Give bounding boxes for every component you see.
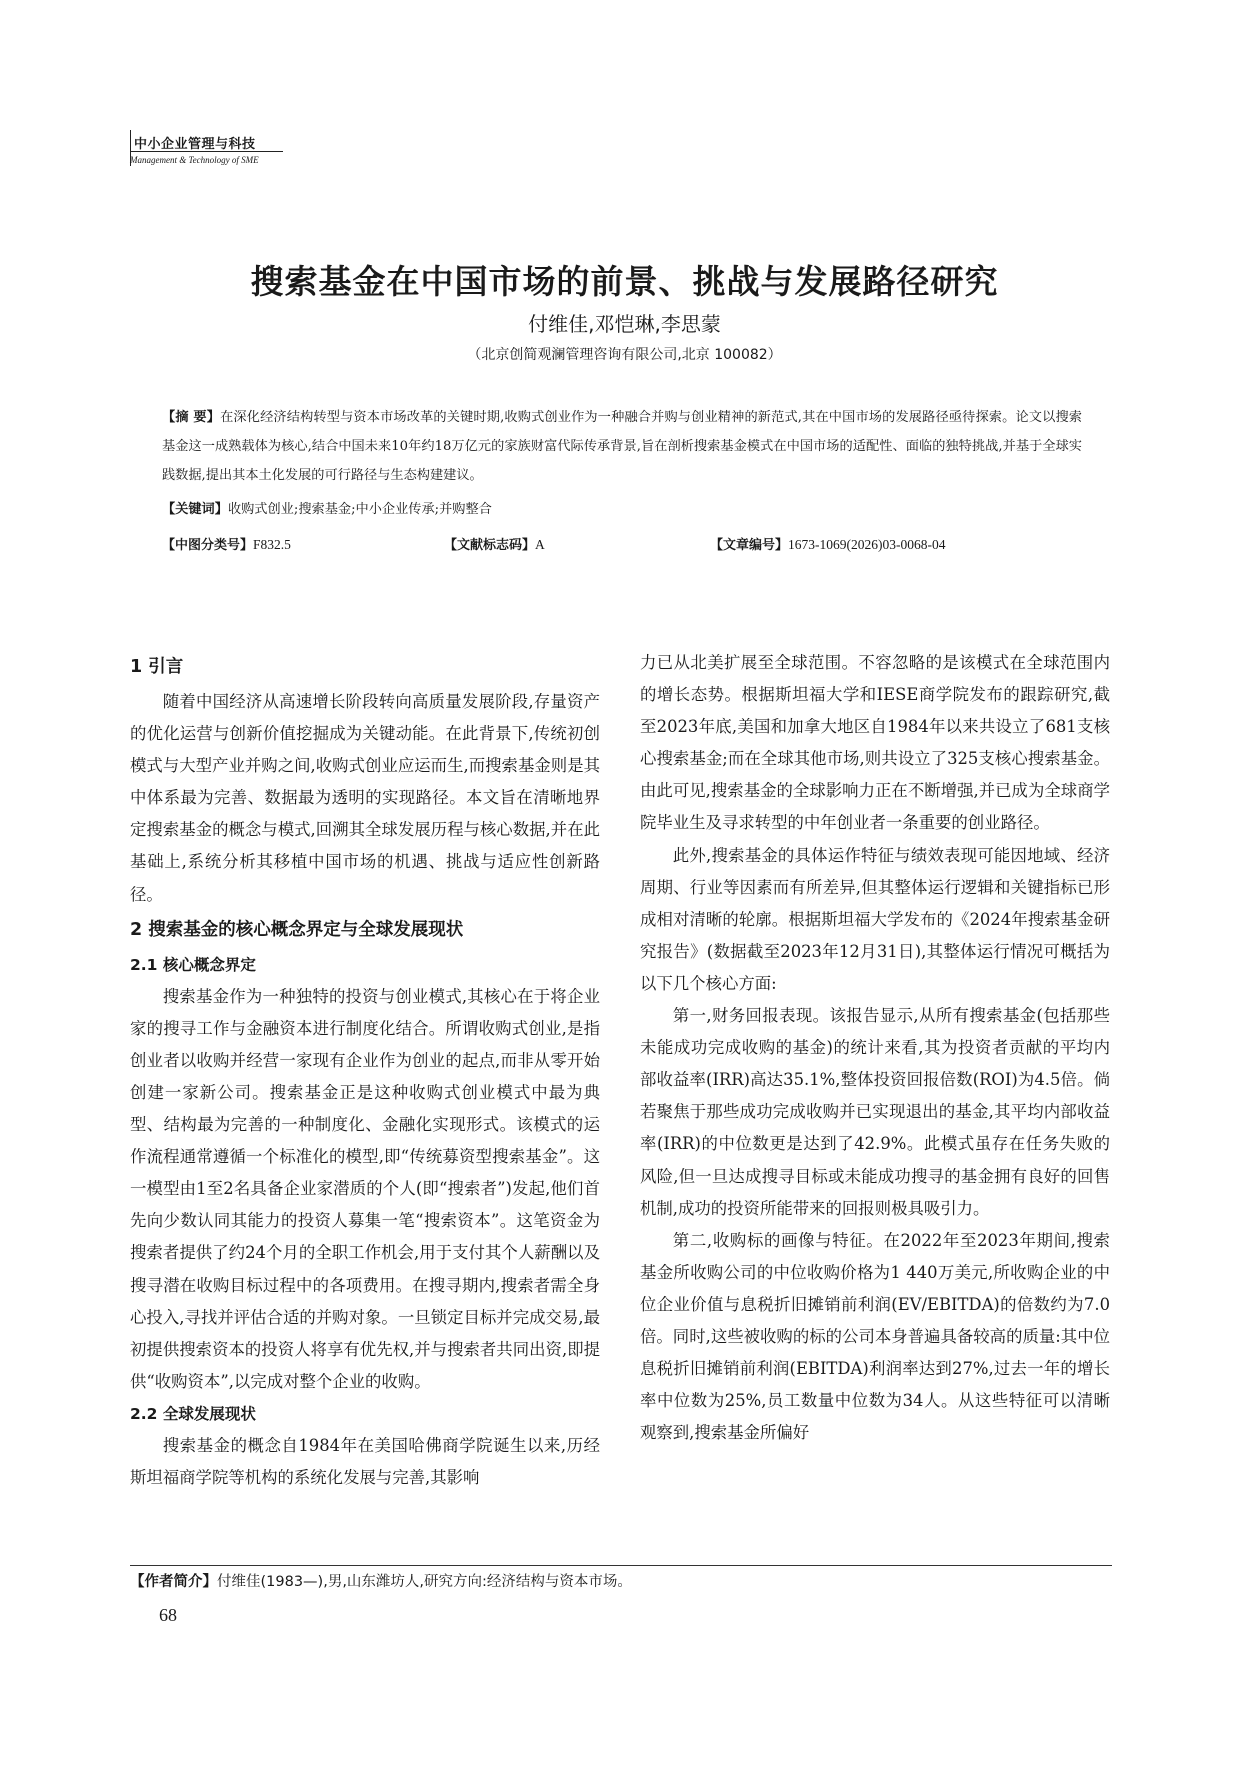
author-footnote (130, 1570, 632, 1591)
paper-authors: 付维佳,邓恺琳,李思蒙 (528, 312, 721, 336)
section-1-paragraph: 随着中国经济从高速增长阶段转向高质量发展阶段,存量资产的优化运营与创新价值挖掘成为关键动能。在此背景下,传统初创模式与大型产业并购之间,收购式创业应运而生,而搜索基金则是其中体系最为完善、数据最为透明的实现路径。本文旨在清晰地界定搜索基金的概念与模式,回溯其全球发展历程与核心数据,并在此基础上,系统分析其移植中国市场的机遇、挑战与适应性创新路径。 (130, 692, 600, 904)
abstract (162, 403, 1082, 490)
section-2-2-heading: 2.2 全球发展现状 (130, 1404, 256, 1423)
section-2-1-heading: 2.1 核心概念界定 (130, 955, 256, 974)
page-number: 68 (159, 1605, 177, 1625)
paper-affiliation: （北京创简观澜管理咨询有限公司,北京 100082） (467, 347, 782, 363)
abstract-text: 在深化经济结构转型与资本市场改革的关键时期,收购式创业作为一种融合并购与创业精神的新范式,其在中国市场的发展路径亟待探索。论文以搜索基金这一成熟载体为核心,结合中国未来10年约18万亿元的家族财富代际传承背景,旨在剖析搜索基金模式在中国市场的适配性、面临的独特挑战,并基于全球实践数据,提出其本土化发展的可行路径与生态构建建议。 (162, 410, 1082, 483)
abstract-label: 【摘 要】 (162, 410, 221, 425)
clc-number (162, 534, 291, 553)
article-label: 【文章编号】 (710, 538, 789, 553)
footnote-rule (130, 1565, 1112, 1566)
doc-value: A (535, 537, 545, 552)
doc-code (444, 534, 545, 553)
body-left-column (130, 648, 600, 1494)
section-2-1-paragraph: 搜索基金作为一种独特的投资与创业模式,其核心在于将企业家的搜寻工作与金融资本进行制度化结合。所谓收购式创业,是指创业者以收购并经营一家现有企业作为创业的起点,而非从零开始创建一家新公司。搜索基金正是这种收购式创业模式中最为典型、结构最为完善的一种制度化、金融化实现形式。该模式的运作流程通常遵循一个标准化的模型,即“传统募资型搜索基金”。这一模型由1至2名具备企业家潜质的个人(即“搜索者”)发起,他们首先向少数认同其能力的投资人募集一笔“搜索资本”。这笔资金为搜索者提供了约24个月的全职工作机会,用于支付其个人薪酬以及搜寻潜在收购目标过程中的各项费用。在搜寻期内,搜索者需全身心投入,寻找并评估合适的并购对象。一旦锁定目标并完成交易,最初提供搜索资本的投资人将享有优先权,并与搜索者共同出资,即提供“收购资本”,以完成对整个企业的收购。 (130, 986, 600, 1391)
article-value: 1673-1069(2026)03-0068-04 (788, 537, 946, 552)
report-intro-paragraph: 此外,搜索基金的具体运作特征与绩效表现可能因地域、经济周期、行业等因素而有所差异,但其整体运行逻辑和关键指标已形成相对清晰的轮廓。根据斯坦福大学发布的《2024年搜索基金研究报告》(数据截至2023年12月31日),其整体运行情况可概括为以下几个核心方面: (640, 845, 1110, 993)
section-2-2-paragraph-cont: 力已从北美扩展至全球范围。不容忽略的是该模式在全球范围内的增长态势。根据斯坦福大学和IESE商学院发布的跟踪研究,截至2023年底,美国和加拿大地区自1984年以来共设立了681支核心搜索基金;而在全球其他市场,则共设立了325支核心搜索基金。由此可见,搜索基金的全球影响力正在不断增强,并已成为全球商学院毕业生及寻求转型的中年创业者一条重要的创业路径。 (640, 653, 1110, 833)
keywords (162, 498, 492, 517)
keywords-text: 收购式创业;搜索基金;中小企业传承;并购整合 (227, 502, 492, 517)
journal-name-cn: 中小企业管理与科技 (134, 137, 256, 152)
journal-header-rule (130, 151, 283, 152)
keywords-label: 【关键词】 (162, 502, 228, 517)
footnote-label: 【作者简介】 (130, 1574, 217, 1590)
paper-title: 搜索基金在中国市场的前景、挑战与发展路径研究 (250, 262, 999, 301)
section-1-heading: 1 引言 (130, 657, 184, 677)
article-number (710, 534, 946, 553)
section-2-heading: 2 搜索基金的核心概念界定与全球发展现状 (130, 919, 464, 940)
journal-name-en: Management & Technology of SME (130, 155, 259, 165)
clc-label: 【中图分类号】 (162, 538, 254, 553)
acquisition-target-paragraph: 第二,收购标的画像与特征。在2022年至2023年期间,搜索基金所收购公司的中位收购价格为1 440万美元,所收购企业的中位企业价值与息税折旧摊销前利润(EV/EBITDA)的倍数约为7.0倍。同时,这些被收购的标的公司本身普遍具备较高的质量:其中位息税折旧摊销前利润(EBITDA)利润率达到27%,过去一年的增长率中位数为25%,员工数量中位数为34人。从这些特征可以清晰观察到,搜索基金所偏好 (640, 1230, 1110, 1443)
clc-value: F832.5 (253, 537, 291, 552)
body-right-column (640, 647, 1110, 1449)
footnote-text: 付维佳(1983—),男,山东潍坊人,研究方向:经济结构与资本市场。 (217, 1574, 632, 1590)
section-2-2-paragraph-start: 搜索基金的概念自1984年在美国哈佛商学院诞生以来,历经斯坦福商学院等机构的系统化发展与完善,其影响 (130, 1435, 600, 1487)
financial-return-paragraph: 第一,财务回报表现。该报告显示,从所有搜索基金(包括那些未能成功完成收购的基金)的统计来看,其为投资者贡献的平均内部收益率(IRR)高达35.1%,整体投资回报倍数(ROI)为4.5倍。倘若聚焦于那些成功完成收购并已实现退出的基金,其平均内部收益率(IRR)的中位数更是达到了42.9%。此模式虽存在任务失败的风险,但一旦达成搜寻目标或未能成功搜寻的基金拥有良好的回售机制,成功的投资所能带来的回报则极具吸引力。 (640, 1006, 1110, 1218)
doc-label: 【文献标志码】 (444, 538, 536, 553)
